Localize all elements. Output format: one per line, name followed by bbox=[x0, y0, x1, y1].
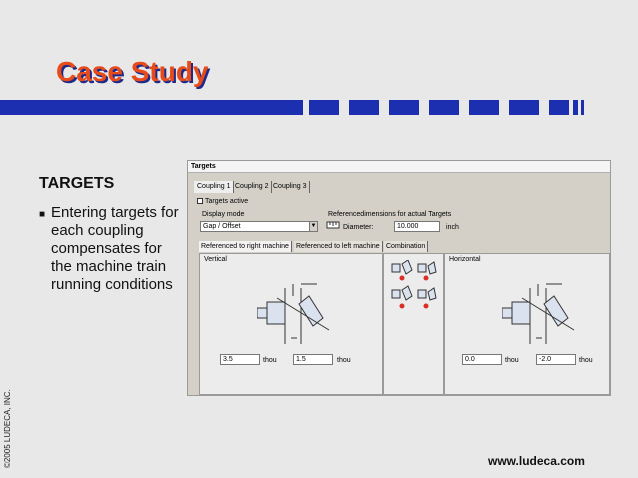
title-band-segment bbox=[581, 100, 584, 115]
diameter-input[interactable]: 10.000 bbox=[394, 221, 440, 232]
horizontal-gap-unit: thou bbox=[505, 357, 519, 364]
title-band-segment bbox=[573, 100, 578, 115]
tab-coupling-2[interactable]: Coupling 2 bbox=[232, 181, 272, 193]
diameter-label: Diameter: bbox=[343, 224, 374, 231]
reference-dimensions-label: Referencedimensions for actual Targets bbox=[328, 211, 452, 218]
title-band-segment bbox=[469, 100, 499, 115]
panel-title: Targets bbox=[188, 161, 610, 173]
title-band-segment bbox=[389, 100, 419, 115]
targets-active-label: Targets active bbox=[205, 198, 249, 205]
title-band-segment bbox=[509, 100, 539, 115]
machine-direction-column bbox=[383, 253, 444, 395]
dropdown-arrow-icon[interactable]: ▼ bbox=[310, 223, 317, 229]
vertical-offset-input[interactable]: 1.5 bbox=[293, 354, 333, 365]
bullet-text: Entering targets for each coupling compensates for the machine train running conditions bbox=[51, 204, 179, 293]
tab-coupling-1[interactable]: Coupling 1 bbox=[194, 181, 234, 193]
title-band-segment bbox=[349, 100, 379, 115]
tab-referenced-left[interactable]: Referenced to left machine bbox=[294, 241, 383, 252]
title-band bbox=[0, 100, 303, 115]
vertical-label: Vertical bbox=[204, 256, 227, 263]
coupling-diagram-icon bbox=[257, 278, 337, 346]
targets-panel bbox=[187, 160, 611, 396]
slide-title: Case Study bbox=[56, 56, 209, 87]
checkbox-icon bbox=[197, 198, 203, 204]
bullet-marker: ■ bbox=[39, 209, 46, 220]
tab-combination[interactable]: Combination bbox=[384, 241, 428, 252]
vertical-offset-unit: thou bbox=[337, 357, 351, 364]
targets-active-checkbox[interactable] bbox=[197, 197, 248, 206]
diameter-unit: inch bbox=[446, 224, 459, 231]
title-band-segment bbox=[549, 100, 569, 115]
horizontal-gap-input[interactable]: 0.0 bbox=[462, 354, 502, 365]
horizontal-label: Horizontal bbox=[449, 256, 481, 263]
vertical-frame bbox=[199, 253, 383, 395]
display-mode-select[interactable] bbox=[200, 221, 318, 232]
horizontal-offset-input[interactable]: -2.0 bbox=[536, 354, 576, 365]
horizontal-frame bbox=[444, 253, 610, 395]
website-url: www.ludeca.com bbox=[488, 454, 585, 468]
ruler-icon bbox=[326, 219, 340, 231]
tab-referenced-right[interactable]: Referenced to right machine bbox=[199, 241, 292, 252]
vertical-gap-unit: thou bbox=[263, 357, 277, 364]
copyright-notice: ©2005 LUDECA, INC. bbox=[3, 389, 12, 468]
display-mode-value: Gap / Offset bbox=[203, 223, 241, 230]
coupling-diagram-icon bbox=[502, 278, 582, 346]
section-heading: TARGETS bbox=[39, 175, 115, 192]
machine-direction-icon bbox=[390, 260, 438, 312]
tab-coupling-3[interactable]: Coupling 3 bbox=[270, 181, 310, 193]
title-band-segment bbox=[429, 100, 459, 115]
vertical-gap-input[interactable]: 3.5 bbox=[220, 354, 260, 365]
title-band-segment bbox=[309, 100, 339, 115]
display-mode-label: Display mode bbox=[202, 211, 245, 218]
horizontal-offset-unit: thou bbox=[579, 357, 593, 364]
